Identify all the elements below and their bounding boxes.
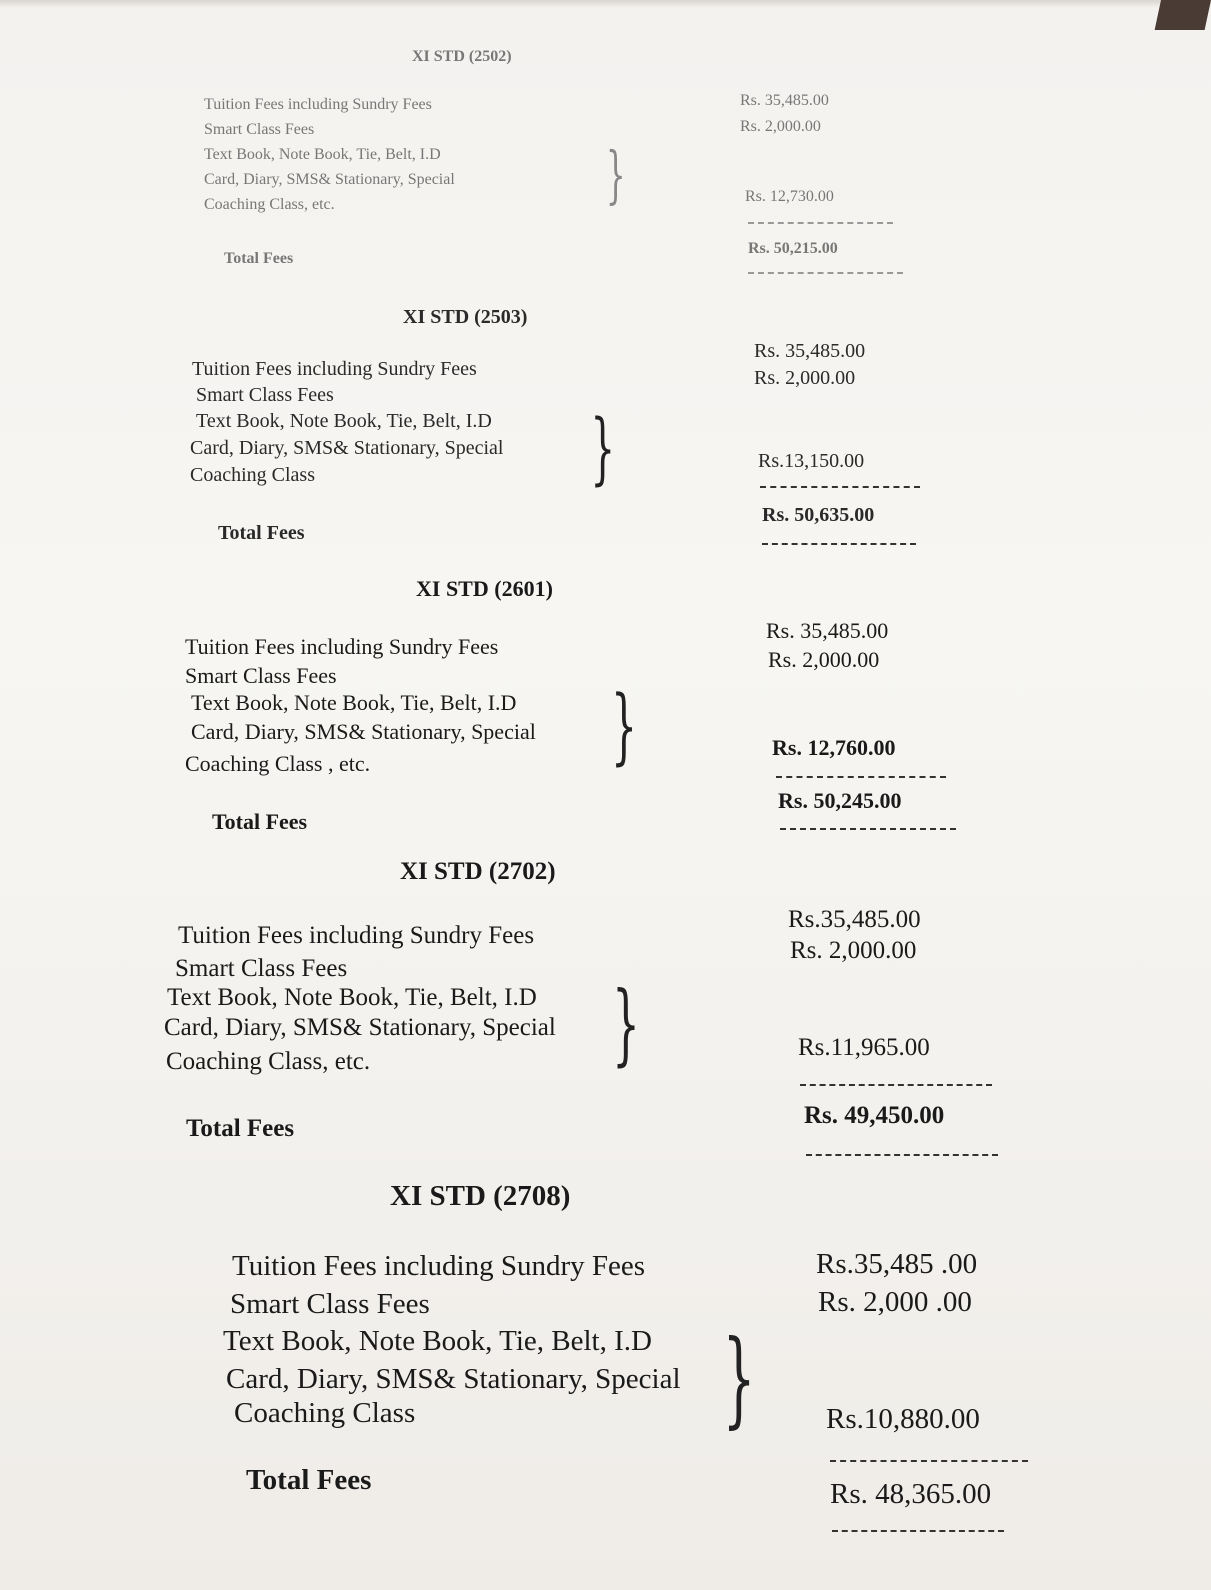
amount-tuition: Rs.35,485.00 xyxy=(788,906,921,933)
item-card-diary: Card, Diary, SMS& Stationary, Special xyxy=(204,171,455,188)
total-amount: Rs. 50,215.00 xyxy=(748,240,838,257)
amount-tuition: Rs. 35,485.00 xyxy=(754,340,866,362)
amount-smart-class: Rs. 2,000.00 xyxy=(768,647,880,672)
item-tuition: Tuition Fees including Sundry Fees xyxy=(178,922,535,949)
amount-smart-class: Rs. 2,000 .00 xyxy=(818,1286,972,1318)
item-books: Text Book, Note Book, Tie, Belt, I.D xyxy=(167,984,537,1011)
item-coaching: Coaching Class xyxy=(234,1397,416,1429)
brace-icon: } xyxy=(590,404,616,494)
amount-books: Rs.13,150.00 xyxy=(758,450,865,472)
brace-icon: } xyxy=(605,138,626,211)
amount-books: Rs. 12,760.00 xyxy=(772,735,896,760)
item-books: Text Book, Note Book, Tie, Belt, I.D xyxy=(223,1325,652,1357)
item-coaching: Coaching Class, etc. xyxy=(204,196,335,213)
divider-dashed xyxy=(832,1530,1004,1532)
item-smart-class: Smart Class Fees xyxy=(230,1288,430,1320)
amount-smart-class: Rs. 2,000.00 xyxy=(790,937,917,964)
total-amount: Rs. 48,365.00 xyxy=(830,1478,992,1510)
brace-icon: } xyxy=(611,679,638,774)
section-title: XI STD (2702) xyxy=(400,858,556,885)
total-label: Total Fees xyxy=(246,1464,372,1496)
item-tuition: Tuition Fees including Sundry Fees xyxy=(204,96,432,113)
total-amount: Rs. 50,245.00 xyxy=(778,788,902,813)
amount-books: Rs. 12,730.00 xyxy=(745,188,834,205)
item-coaching: Coaching Class , etc. xyxy=(185,751,371,776)
item-tuition: Tuition Fees including Sundry Fees xyxy=(232,1250,646,1282)
total-label: Total Fees xyxy=(224,250,294,267)
section-title: XI STD (2708) xyxy=(390,1180,571,1212)
section-title: XI STD (2503) xyxy=(403,306,528,328)
amount-smart-class: Rs. 2,000.00 xyxy=(740,118,821,135)
amount-tuition: Rs. 35,485.00 xyxy=(766,618,889,643)
brace-icon: } xyxy=(722,1317,756,1439)
amount-tuition: Rs. 35,485.00 xyxy=(740,92,829,109)
item-smart-class: Smart Class Fees xyxy=(204,121,315,138)
item-card-diary: Card, Diary, SMS& Stationary, Special xyxy=(226,1363,681,1395)
item-card-diary: Card, Diary, SMS& Stationary, Special xyxy=(191,719,536,744)
section-title: XI STD (2601) xyxy=(416,576,553,601)
item-coaching: Coaching Class, etc. xyxy=(166,1048,371,1075)
total-label: Total Fees xyxy=(212,809,308,834)
item-books: Text Book, Note Book, Tie, Belt, I.D xyxy=(196,410,492,432)
amount-books: Rs.11,965.00 xyxy=(798,1034,930,1061)
item-books: Text Book, Note Book, Tie, Belt, I.D xyxy=(204,146,441,163)
item-coaching: Coaching Class xyxy=(190,464,315,486)
item-smart-class: Smart Class Fees xyxy=(185,663,337,688)
total-amount: Rs. 50,635.00 xyxy=(762,504,875,526)
item-smart-class: Smart Class Fees xyxy=(175,955,348,982)
total-label: Total Fees xyxy=(186,1115,295,1142)
item-tuition: Tuition Fees including Sundry Fees xyxy=(192,358,477,380)
amount-smart-class: Rs. 2,000.00 xyxy=(754,367,856,389)
item-card-diary: Card, Diary, SMS& Stationary, Special xyxy=(190,437,504,459)
item-card-diary: Card, Diary, SMS& Stationary, Special xyxy=(164,1014,556,1041)
amount-tuition: Rs.35,485 .00 xyxy=(816,1248,978,1280)
amount-books: Rs.10,880.00 xyxy=(826,1403,980,1435)
item-tuition: Tuition Fees including Sundry Fees xyxy=(185,634,499,659)
total-label: Total Fees xyxy=(218,522,305,544)
item-smart-class: Smart Class Fees xyxy=(196,384,334,406)
divider-dashed xyxy=(830,1460,1028,1462)
brace-icon: } xyxy=(612,972,640,1075)
section-title: XI STD (2502) xyxy=(412,48,512,65)
item-books: Text Book, Note Book, Tie, Belt, I.D xyxy=(191,690,517,715)
total-amount: Rs. 49,450.00 xyxy=(804,1102,945,1129)
